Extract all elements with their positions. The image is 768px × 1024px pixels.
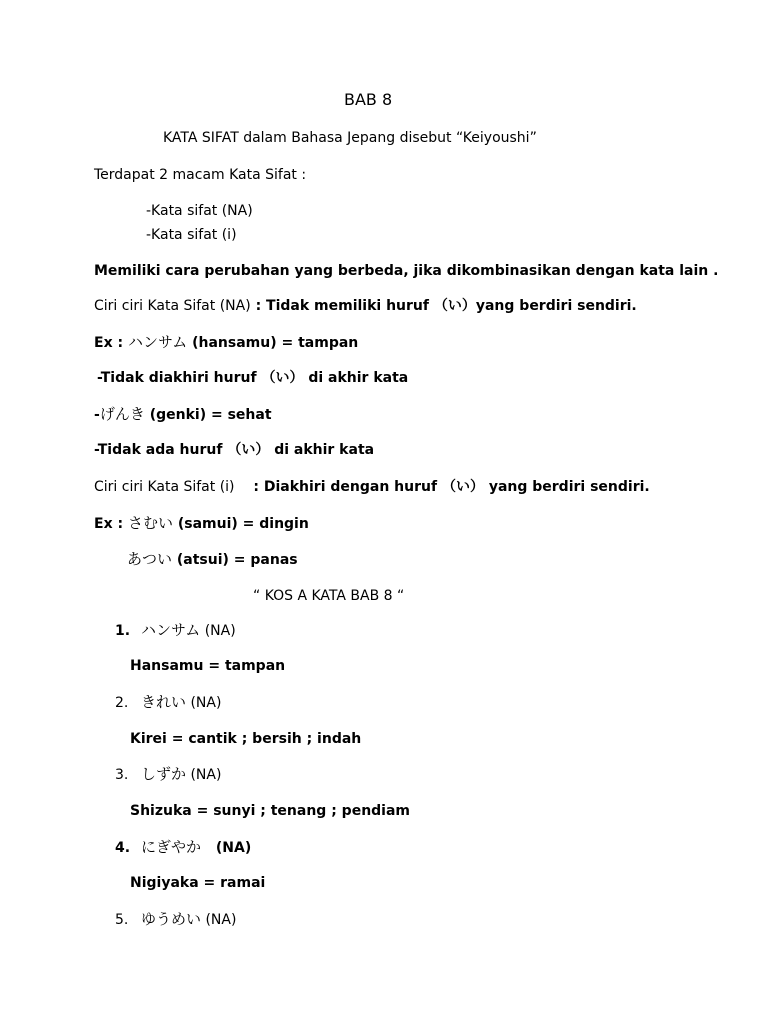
i-ex2-rest: (atsui) = panas: [176, 552, 298, 568]
vocab-jp: きれい: [141, 693, 187, 711]
i-ex-prefix: Ex :: [94, 516, 128, 532]
na-ex2-rest: (genki) = sehat: [149, 407, 272, 423]
vocab-meaning: Kirei = cantik ; bersih ; indah: [130, 731, 362, 747]
na-desc: : Tidak memiliki huruf （い）yang berdiri sendiri.: [255, 298, 637, 314]
page-title: BAB 8: [344, 90, 393, 109]
na-example-2: [94, 405, 272, 424]
vocab-jp: にぎやか: [141, 838, 202, 856]
type-item-na: -Kata sifat (NA): [146, 203, 253, 219]
vocab-meaning: Hansamu = tampan: [130, 658, 286, 674]
i-desc: : Diakhiri dengan huruf （い） yang berdiri sendiri.: [253, 479, 650, 495]
subtitle: KATA SIFAT dalam Bahasa Jepang disebut “Keiyoushi”: [163, 130, 537, 146]
vocab-num: 3.: [115, 767, 129, 783]
vocab-heading: “ KOS A KATA BAB 8 “: [253, 588, 405, 604]
i-example-2: [127, 550, 298, 569]
vocab-item: [115, 838, 251, 857]
na-label: Ciri ciri Kata Sifat (NA): [94, 298, 251, 314]
vocab-type: (NA): [205, 912, 237, 928]
na-ex-jp: ハンサム: [127, 333, 188, 351]
type-item-i: -Kata sifat (i): [146, 227, 237, 243]
vocab-num: 4.: [115, 840, 131, 856]
na-rule-2: -Tidak ada huruf （い） di akhir kata: [94, 442, 375, 458]
na-example: [94, 333, 358, 352]
na-ex-prefix: Ex :: [94, 335, 128, 351]
na-ex2-prefix: -: [94, 407, 100, 423]
i-label: Ciri ciri Kata Sifat (i): [94, 479, 235, 495]
vocab-type: (NA): [204, 623, 236, 639]
vocab-type: (NA): [190, 695, 222, 711]
vocab-type: (NA): [215, 840, 252, 856]
na-ex-rest: (hansamu) = tampan: [192, 335, 359, 351]
intro-text: Terdapat 2 macam Kata Sifat :: [94, 167, 307, 183]
vocab-num: 5.: [115, 912, 129, 928]
na-characteristics: [94, 297, 637, 315]
vocab-num: 1.: [115, 623, 131, 639]
vocab-num: 2.: [115, 695, 129, 711]
vocab-jp: しずか: [141, 765, 187, 783]
vocab-type: (NA): [190, 767, 222, 783]
note-text: Memiliki cara perubahan yang berbeda, jika dikombinasikan dengan kata lain .: [94, 263, 719, 279]
i-ex2-jp: あつい: [127, 550, 173, 568]
vocab-item: [115, 910, 236, 929]
vocab-jp: ハンサム: [141, 621, 201, 639]
i-ex-rest: (samui) = dingin: [177, 516, 309, 532]
i-characteristics: [94, 478, 650, 496]
i-example: [94, 514, 309, 533]
vocab-meaning: Shizuka = sunyi ; tenang ; pendiam: [130, 803, 411, 819]
na-ex2-jp: げんき: [99, 405, 145, 423]
vocab-item: [115, 765, 221, 784]
vocab-jp: ゆうめい: [141, 910, 202, 928]
i-ex-jp: さむい: [127, 514, 173, 532]
vocab-item: [115, 693, 221, 712]
na-rule-1: -Tidak diakhiri huruf （い） di akhir kata: [97, 370, 409, 386]
vocab-item: [115, 621, 236, 640]
vocab-meaning: Nigiyaka = ramai: [130, 875, 266, 891]
